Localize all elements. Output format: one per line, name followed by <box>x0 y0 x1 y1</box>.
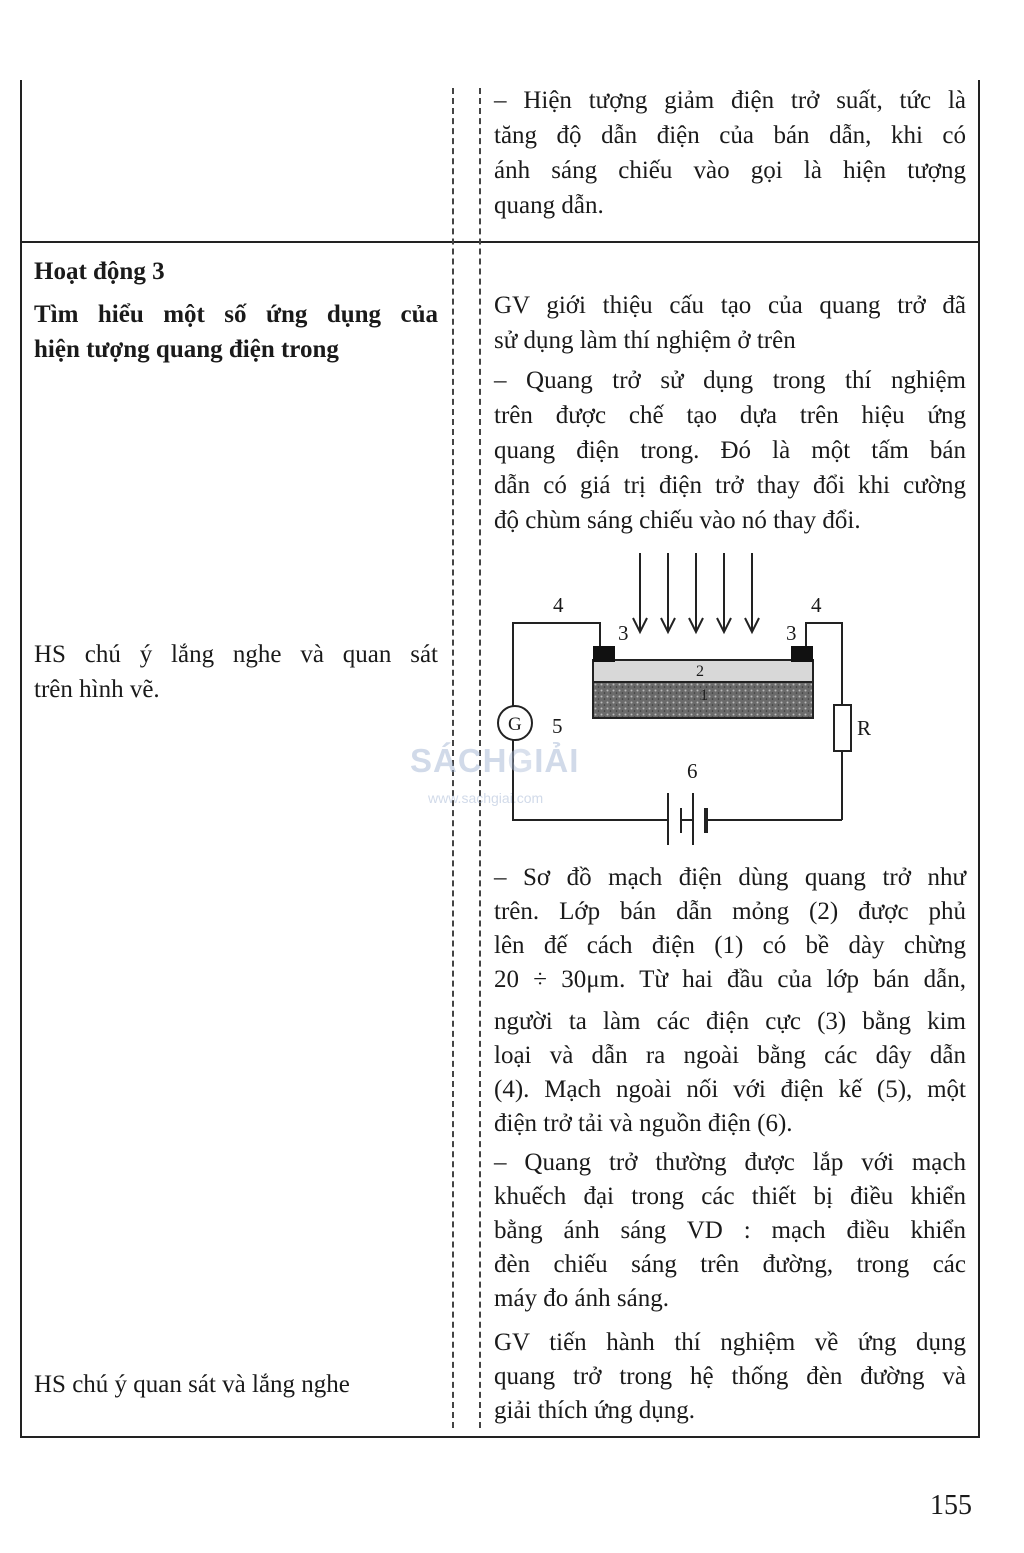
wire-left <box>513 623 600 708</box>
label-galvanometer-number: 5 <box>552 714 563 738</box>
quang-dan-definition: – Hiện tượng giảm điện trở suất, tức là tăng độ dẫn điện của bán dẫn, khi có ánh sáng chiếu vào gọi là hiện tượng quang dẫn. <box>494 87 966 219</box>
label-wire-right: 4 <box>811 593 822 617</box>
label-electrode-left: 3 <box>618 621 629 645</box>
power-source <box>668 793 706 845</box>
electrode-left <box>593 646 615 662</box>
student-note-observe-listen: HS chú ý quan sát và lắng nghe <box>34 1371 350 1398</box>
label-galvanometer: G <box>508 714 522 735</box>
circuit-explanation: – Sơ đồ mạch điện dùng quang trở như trên. Lớp bán dẫn mỏng (2) được phủ lên đế cách điện (1) có bề dày chừng 20 ÷ 30μm. Từ hai đầu của lớp bán dẫn, người ta làm các điện cực (3) bằng kim loại và dẫn ra ngoài bằng các dây dẫn (4). Mạch ngoài nối với điện kế (5), một điện trở tải và nguồn điện (6). <box>494 864 966 1137</box>
teacher-intro: GV giới thiệu cấu tạo của quang trở đã sử dụng làm thí nghiệm ở trên <box>494 292 966 354</box>
table-right-border <box>978 80 980 1438</box>
teacher-experiment: GV tiến hành thí nghiệm về ứng dụng quang trở trong hệ thống đèn đường và giải thích ứng dụng. <box>494 1329 966 1424</box>
photoresistor-description: – Quang trở sử dụng trong thí nghiệm trên được chế tạo dựa trên hiệu ứng quang điện trong. Đó là một tấm bán dẫn có giá trị điện trở thay đổi khi cường độ chùm sáng chiếu vào nó thay đổi. <box>494 367 966 534</box>
electrode-right <box>791 646 813 662</box>
table-left-border <box>20 80 22 1438</box>
label-electrode-right: 3 <box>786 621 797 645</box>
student-note-listen-observe: HS chú ý lắng nghe và quan sát trên hình vẽ. <box>34 641 438 703</box>
table-bottom-border <box>20 1436 980 1438</box>
label-substrate: 1 <box>700 687 708 704</box>
label-source: 6 <box>687 759 698 783</box>
row-divider <box>20 241 980 243</box>
activity-title: Tìm hiểu một số ứng dụng của hiện tượng quang điện trong <box>34 301 438 363</box>
photoresistor-applications: – Quang trở thường được lắp với mạch khuếch đại trong các thiết bị điều khiển bằng ánh sáng VD : mạch điều khiển đèn chiếu sáng trên đường, trong các máy đo ánh sáng. <box>494 1149 966 1312</box>
watermark: SÁCHGIẢI www.sachgiai.com <box>410 742 580 806</box>
label-resistor: R <box>857 716 872 740</box>
page-number: 155 <box>930 1490 972 1521</box>
label-wire-left: 4 <box>553 593 564 617</box>
light-rays <box>633 553 759 632</box>
load-resistor <box>834 705 851 751</box>
activity-heading: Hoạt động 3 <box>34 258 165 285</box>
label-layer: 2 <box>696 663 704 680</box>
